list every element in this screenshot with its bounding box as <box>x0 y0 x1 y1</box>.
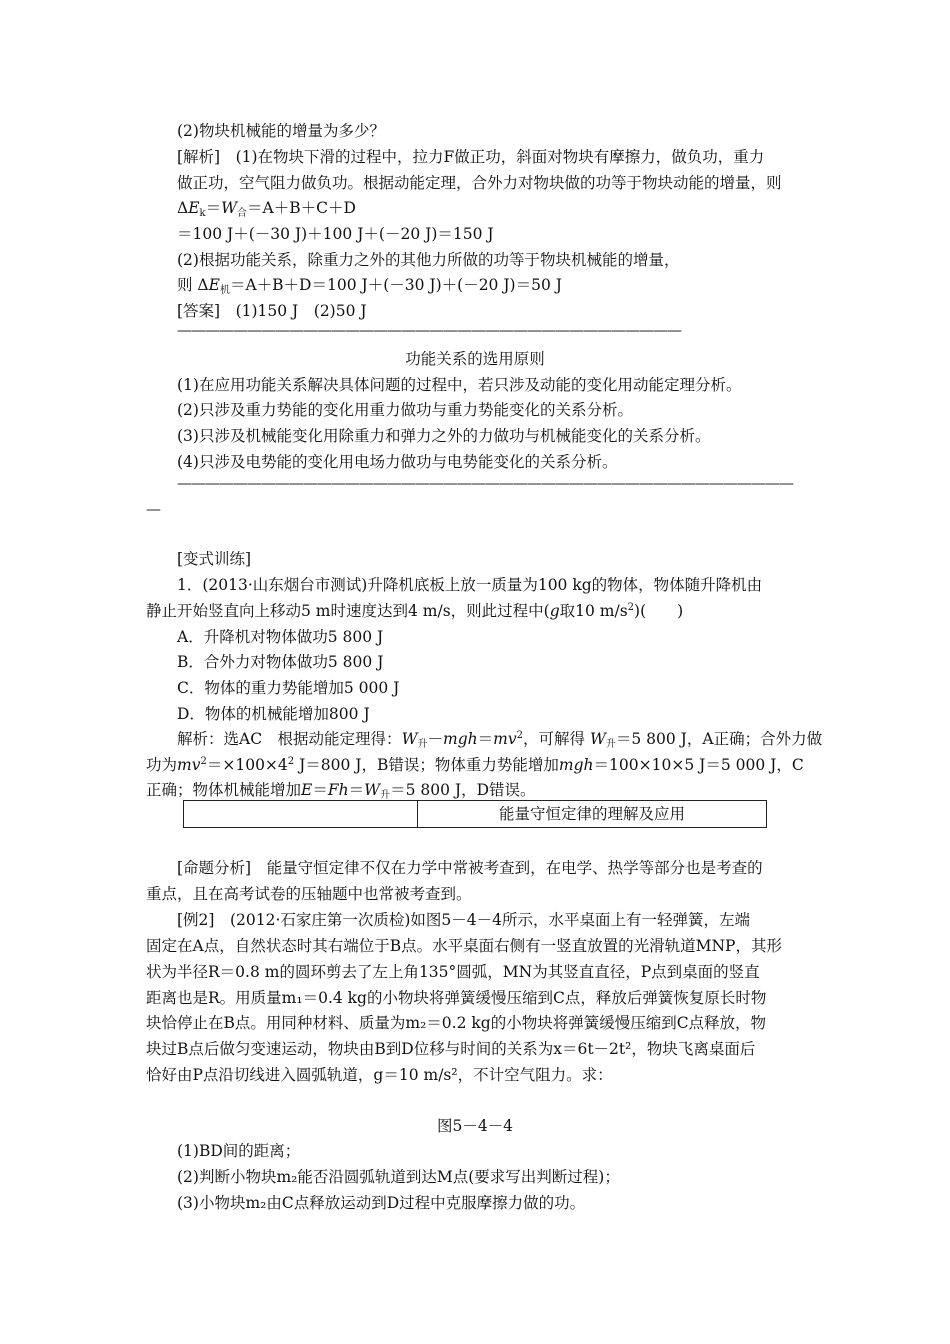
q1-text-c: )( ) <box>634 602 684 620</box>
sol-mgh: mgh <box>443 730 478 748</box>
eq3-prefix: 则 Δ <box>177 276 209 294</box>
eq-k: k <box>199 208 206 219</box>
q1-text-a: 静止开始竖直向上移动5 m时速度达到4 m/s，则此过程中( <box>146 602 550 620</box>
sol-mv: mv <box>177 756 201 774</box>
analysis-line-2: 做正功，空气阻力做负功。根据动能定理，合外力对物块做的功等于物块动能的增量，则 <box>177 174 782 192</box>
question-1-line-1: 1．(2013·山东烟台市测试)升降机底板上放一质量为100 kg的物体，物体随升降机由 <box>177 576 763 594</box>
sol-sup: 2 <box>200 756 207 767</box>
sol-mgh: mgh <box>558 756 594 774</box>
example-2-line-5: 块恰停止在B点。用同种材料、质量为m₂＝0.2 kg的小物块将弹簧缓慢压缩到C点释放，物 <box>146 1014 767 1032</box>
principle-item: (3)只涉及机械能变化用除重力和弹力之外的力做功与机械能变化的关系分析。 <box>177 427 711 445</box>
question-1-line-2 <box>146 601 683 621</box>
option-a: A．升降机对物体做功5 800 J <box>177 628 384 646</box>
sol-minus: － <box>427 730 444 748</box>
sol-w: W <box>364 781 381 799</box>
sol-text: J＝800 J，B错误；物体重力势能增加 <box>294 756 559 774</box>
sol-text: ＝100×10×5 J＝5 000 J，C <box>593 756 804 774</box>
solution-line-3 <box>146 780 536 800</box>
example-2-line-2: 固定在A点，自然状态时其右端位于B点。水平桌面右侧有一竖直放置的光滑轨道MNP，其形 <box>146 937 782 955</box>
eq3-ji: 机 <box>219 285 230 296</box>
proposition-line-2: 重点，且在高考试卷的压轴题中也常被考查到。 <box>146 885 472 903</box>
example-2-line-4: 距离也是R。用质量m₁＝0.4 kg的小物块将弹簧缓慢压缩到C点，释放后弹簧恢复原长时物 <box>146 989 767 1007</box>
sol-text: 正确；物体机械能增加 <box>146 781 302 799</box>
sol-sheng: 升 <box>605 739 616 750</box>
sol-text: ＝5 800 J，D错误。 <box>390 781 536 799</box>
option-d: D．物体的机械能增加800 J <box>177 705 370 723</box>
eq-w: W <box>221 199 238 217</box>
q1-sup: 2 <box>627 602 635 613</box>
table-cell-empty <box>184 801 418 827</box>
solution-line-2 <box>146 755 804 775</box>
example-2-line-1: [例2] (2012·石家庄第一次质检)如图5－4－4所示，水平桌面上有一轻弹簧，左端 <box>177 911 751 929</box>
sol-eq: ＝ <box>348 781 365 799</box>
sol-sheng: 升 <box>417 739 428 750</box>
equation-sum: ＝100 J＋(－30 J)＋100 J＋(－20 J)＝150 J <box>177 225 494 243</box>
eq-he: 合 <box>237 208 248 219</box>
principles-title: 功能关系的选用原则 <box>405 350 545 368</box>
example-2-line-6: 块过B点后做匀变速运动，物块由B到D位移与时间的关系为x＝6t－2t²，物块飞离桌面后 <box>146 1040 756 1058</box>
equation-kinetic-energy <box>177 198 356 218</box>
sol-w: W <box>589 730 606 748</box>
eq3-e: E <box>208 276 220 294</box>
subquestion-2: (2)判断小物块m₂能否沿圆弧轨道到达M点(要求写出判断过程)； <box>177 1168 620 1186</box>
principle-item: (1)在应用功能关系解决具体问题的过程中，若只涉及动能的变化用动能定理分析。 <box>177 376 742 394</box>
sol-eq: ＝ <box>477 730 494 748</box>
option-c: C．物体的重力势能增加5 000 J <box>177 679 400 697</box>
eq3-rest: ＝A＋B＋D＝100 J＋(－30 J)＋(－20 J)＝50 J <box>229 276 562 294</box>
solution-line-1 <box>177 729 822 749</box>
divider-long: ———————————————————————————————————————————— <box>177 474 793 492</box>
figure-caption: 图5－4－4 <box>436 1117 514 1135</box>
sol-text: 解析：选AC 根据动能定理得： <box>177 730 402 748</box>
q1-g: g <box>549 602 560 620</box>
section-title-table <box>183 800 767 828</box>
sol-sup: 2 <box>516 730 523 741</box>
analysis-line-1: [解析] (1)在物块下滑的过程中，拉力F做正功，斜面对物块有摩擦力，做负功，重力 <box>177 148 765 166</box>
option-b: B．合外力对物体做功5 800 J <box>177 653 384 671</box>
eq-rest: ＝A＋B＋C＋D <box>247 199 356 217</box>
q1-text-b: 取10 m/s <box>559 602 628 620</box>
sol-w: W <box>401 730 418 748</box>
sol-text: ＝×100×4 <box>206 756 288 774</box>
example-2-line-3: 状为半径R＝0.8 m的圆环剪去了左上角135°圆弧，MN为其竖直直径，P点到桌面的竖直 <box>146 963 760 981</box>
principle-item: (2)只涉及重力势能的变化用重力做功与重力势能变化的关系分析。 <box>177 401 633 419</box>
proposition-line-1: [命题分析] 能量守恒定律不仅在力学中常被考查到，在电学、热学等部分也是考查的 <box>177 859 763 877</box>
sol-text: 功为 <box>146 756 178 774</box>
sol-sheng: 升 <box>380 790 391 801</box>
eq-e: E <box>188 199 200 217</box>
sol-eq: ＝ <box>312 781 328 799</box>
divider-tail: — <box>146 500 160 518</box>
question-2-heading: (2)物块机械能的增量为多少？ <box>177 122 385 140</box>
example-2-line-7: 恰好由P点沿切线进入圆弧轨道，g＝10 m/s²，不计空气阻力。求： <box>146 1066 613 1084</box>
sol-text: ，可解得 <box>522 730 585 748</box>
sol-sup: 2 <box>287 756 295 767</box>
training-heading: [变式训练] <box>177 550 252 568</box>
analysis-line-3: (2)根据功能关系，除重力之外的其他力所做的功等于物块机械能的增量， <box>177 251 680 269</box>
sol-text: ＝5 800 J，A正确；合外力做 <box>615 730 823 748</box>
table-cell-title: 能量守恒定律的理解及应用 <box>498 805 685 823</box>
sol-fh: Fh <box>327 781 349 799</box>
answer-line: [答案] (1)150 J (2)50 J <box>177 302 367 320</box>
equation-mechanical-energy <box>177 275 562 295</box>
subquestion-1: (1)BD间的距离； <box>177 1142 301 1160</box>
sol-e: E <box>301 781 313 799</box>
divider-short: ———————————————————————————————————— <box>177 321 681 339</box>
eq-equals: ＝ <box>205 199 222 217</box>
eq-delta: Δ <box>177 199 189 217</box>
subquestion-3: (3)小物块m₂由C点释放运动到D过程中克服摩擦力做的功。 <box>177 1194 586 1212</box>
sol-mv: mv <box>493 730 517 748</box>
principle-item: (4)只涉及电势能的变化用电场力做功与电势能变化的关系分析。 <box>177 453 618 471</box>
